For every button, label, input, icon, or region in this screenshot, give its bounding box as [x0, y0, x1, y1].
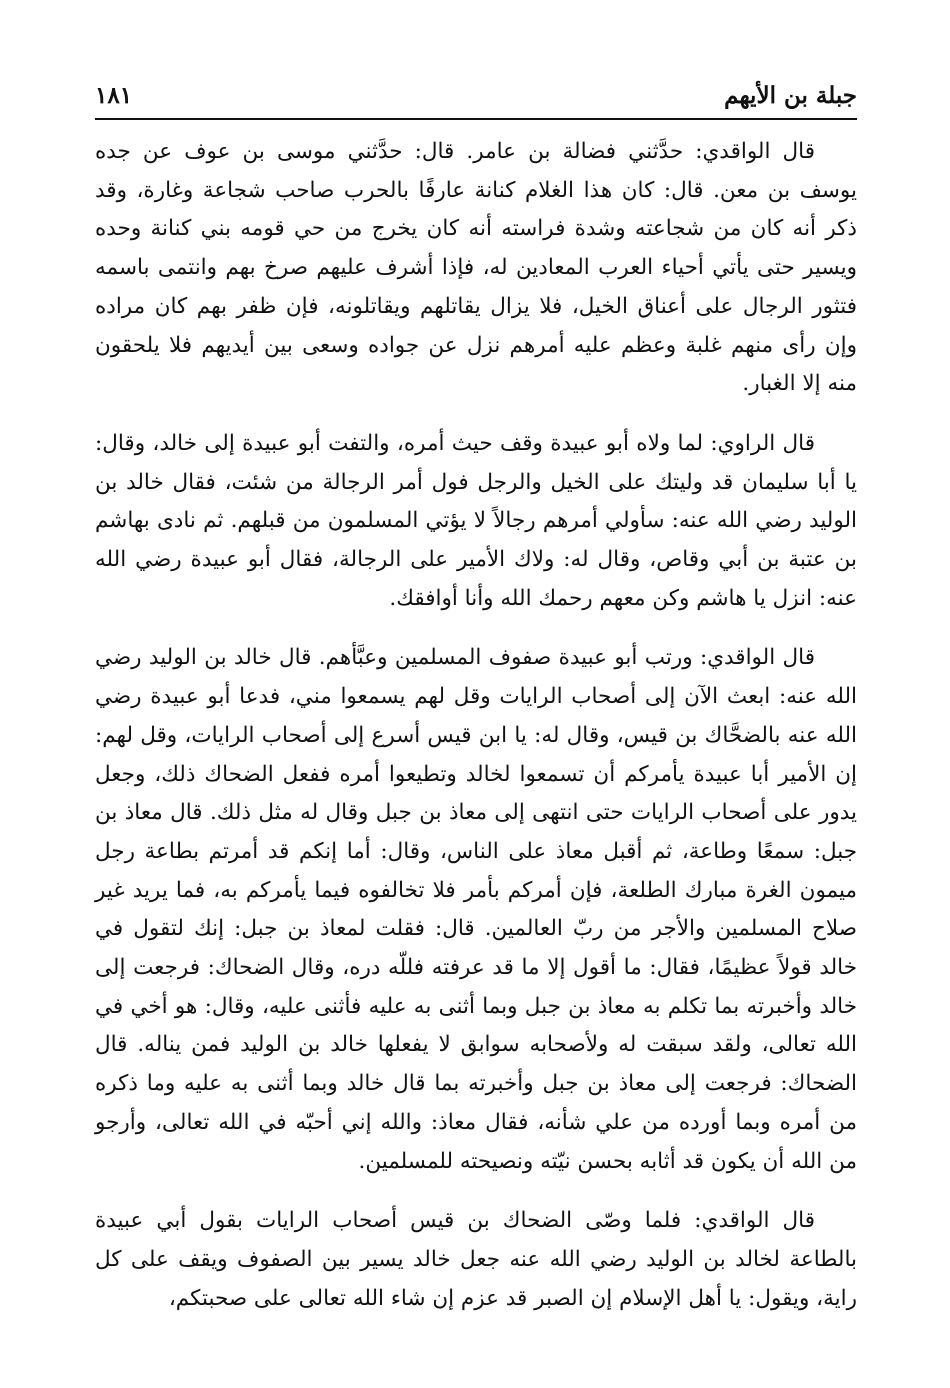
- book-page: [95, 78, 857, 1339]
- paragraph: قال الواقدي: ورتب أبو عبيدة صفوف المسلمين وعبَّأهم. قال خالد بن الوليد رضي الله عنه: ابعث الآن إلى أصحاب الرايات وقل لهم يسمعوا مني، فدعا أبو عبيدة رضي الله عنه بالضحَّاك بن قيس، وقال له: يا ابن قيس أسرع إلى أصحاب الرايات، وقل لهم: إن الأمير أبا عبيدة يأمركم أن تسمعوا لخالد وتطيعوا أمره ففعل الضحاك ذلك، وجعل يدور على أصحاب الرايات حتى انتهى إلى معاذ بن جبل وقال له مثل ذلك. قال معاذ بن جبل: سمعًا وطاعة، ثم أقبل معاذ على الناس، وقال: أما إنكم قد أمرتم بطاعة رجل ميمون الغرة مبارك الطلعة، فإن أمركم بأمر فلا تخالفوه فيما يأمركم به، فما يريد غير صلاح المسلمين والأجر من ربّ العالمين. قال: فقلت لمعاذ بن جبل: إنك لتقول في خالد قولاً عظيمًا، فقال: ما أقول إلا ما قد عرفته فللّه دره، وقال الضحاك: فرجعت إلى خالد وأخبرته بما تكلم به معاذ بن جبل وبما أثنى به عليه فأثنى عليه، وقال: هو أخي في الله تعالى، ولقد سبقت له ولأصحابه سوابق لا يفعلها خالد بن الوليد فمن يناله. قال الضحاك: فرجعت إلى معاذ بن جبل وأخبرته بما قال خالد وبما أثنى به عليه وما ذكره من أمره وبما أورده من علي شأنه، فقال معاذ: والله إني أحبّه في الله تعالى، وأرجو من الله أن يكون قد أثابه بحسن نيّته ونصيحته للمسلمين.: [95, 645, 857, 1174]
- paragraph: قال الراوي: لما ولاه أبو عبيدة وقف حيث أمره، والتفت أبو عبيدة إلى خالد، وقال: يا أبا سليمان قد وليتك على الخيل والرجل فول أمر الرجالة من شئت، فقال خالد بن الوليد رضي الله عنه: سأولي أمرهم رجالاً لا يؤتي المسلمون من قبلهم. ثم نادى بهاشم بن عتبة بن أبي وقاص، وقال له: ولاك الأمير على الرجالة، فقال أبو عبيدة رضي الله عنه: انزل يا هاشم وكن معهم رحمك الله وأنا أوافقك.: [95, 430, 857, 611]
- running-header: [95, 78, 857, 120]
- paragraph: قال الواقدي: حدَّثني فضالة بن عامر. قال: حدَّثني موسى بن عوف عن جده يوسف بن معن. قال: كان هذا الغلام كنانة عارفًا بالحرب صاحب شجاعة وغارة، وقد ذكر أنه كان من شجاعته وشدة فراسته أنه كان يخرج من حي قومه بني كنانة وحده ويسير حتى يأتي أحياء العرب المعادين له، فإذا أشرف عليهم صرخ بهم وانتمى باسمه فتثور الرجال على أعناق الخيل، فلا يزال يقاتلهم ويقاتلونه، فإن ظفر بهم كان مراده وإن رأى منهم غلبة وعظم عليه أمرهم نزل عن جواده وسعى بين أيديهم فلا يلحقون منه إلا الغبار.: [95, 139, 857, 397]
- chapter-title: جبلة بن الأيهم: [724, 82, 857, 109]
- page-number: ١٨١: [95, 82, 133, 109]
- body-text: [95, 133, 857, 1318]
- paragraph: قال الواقدي: فلما وصّى الضحاك بن قيس أصحاب الرايات بقول أبي عبيدة بالطاعة لخالد بن الوليد رضي الله عنه جعل خالد يسير بين الصفوف ويقف على كل راية، ويقول: يا أهل الإسلام إن الصبر قد عزم إن شاء الله تعالى على صحبتكم،: [95, 1208, 858, 1311]
